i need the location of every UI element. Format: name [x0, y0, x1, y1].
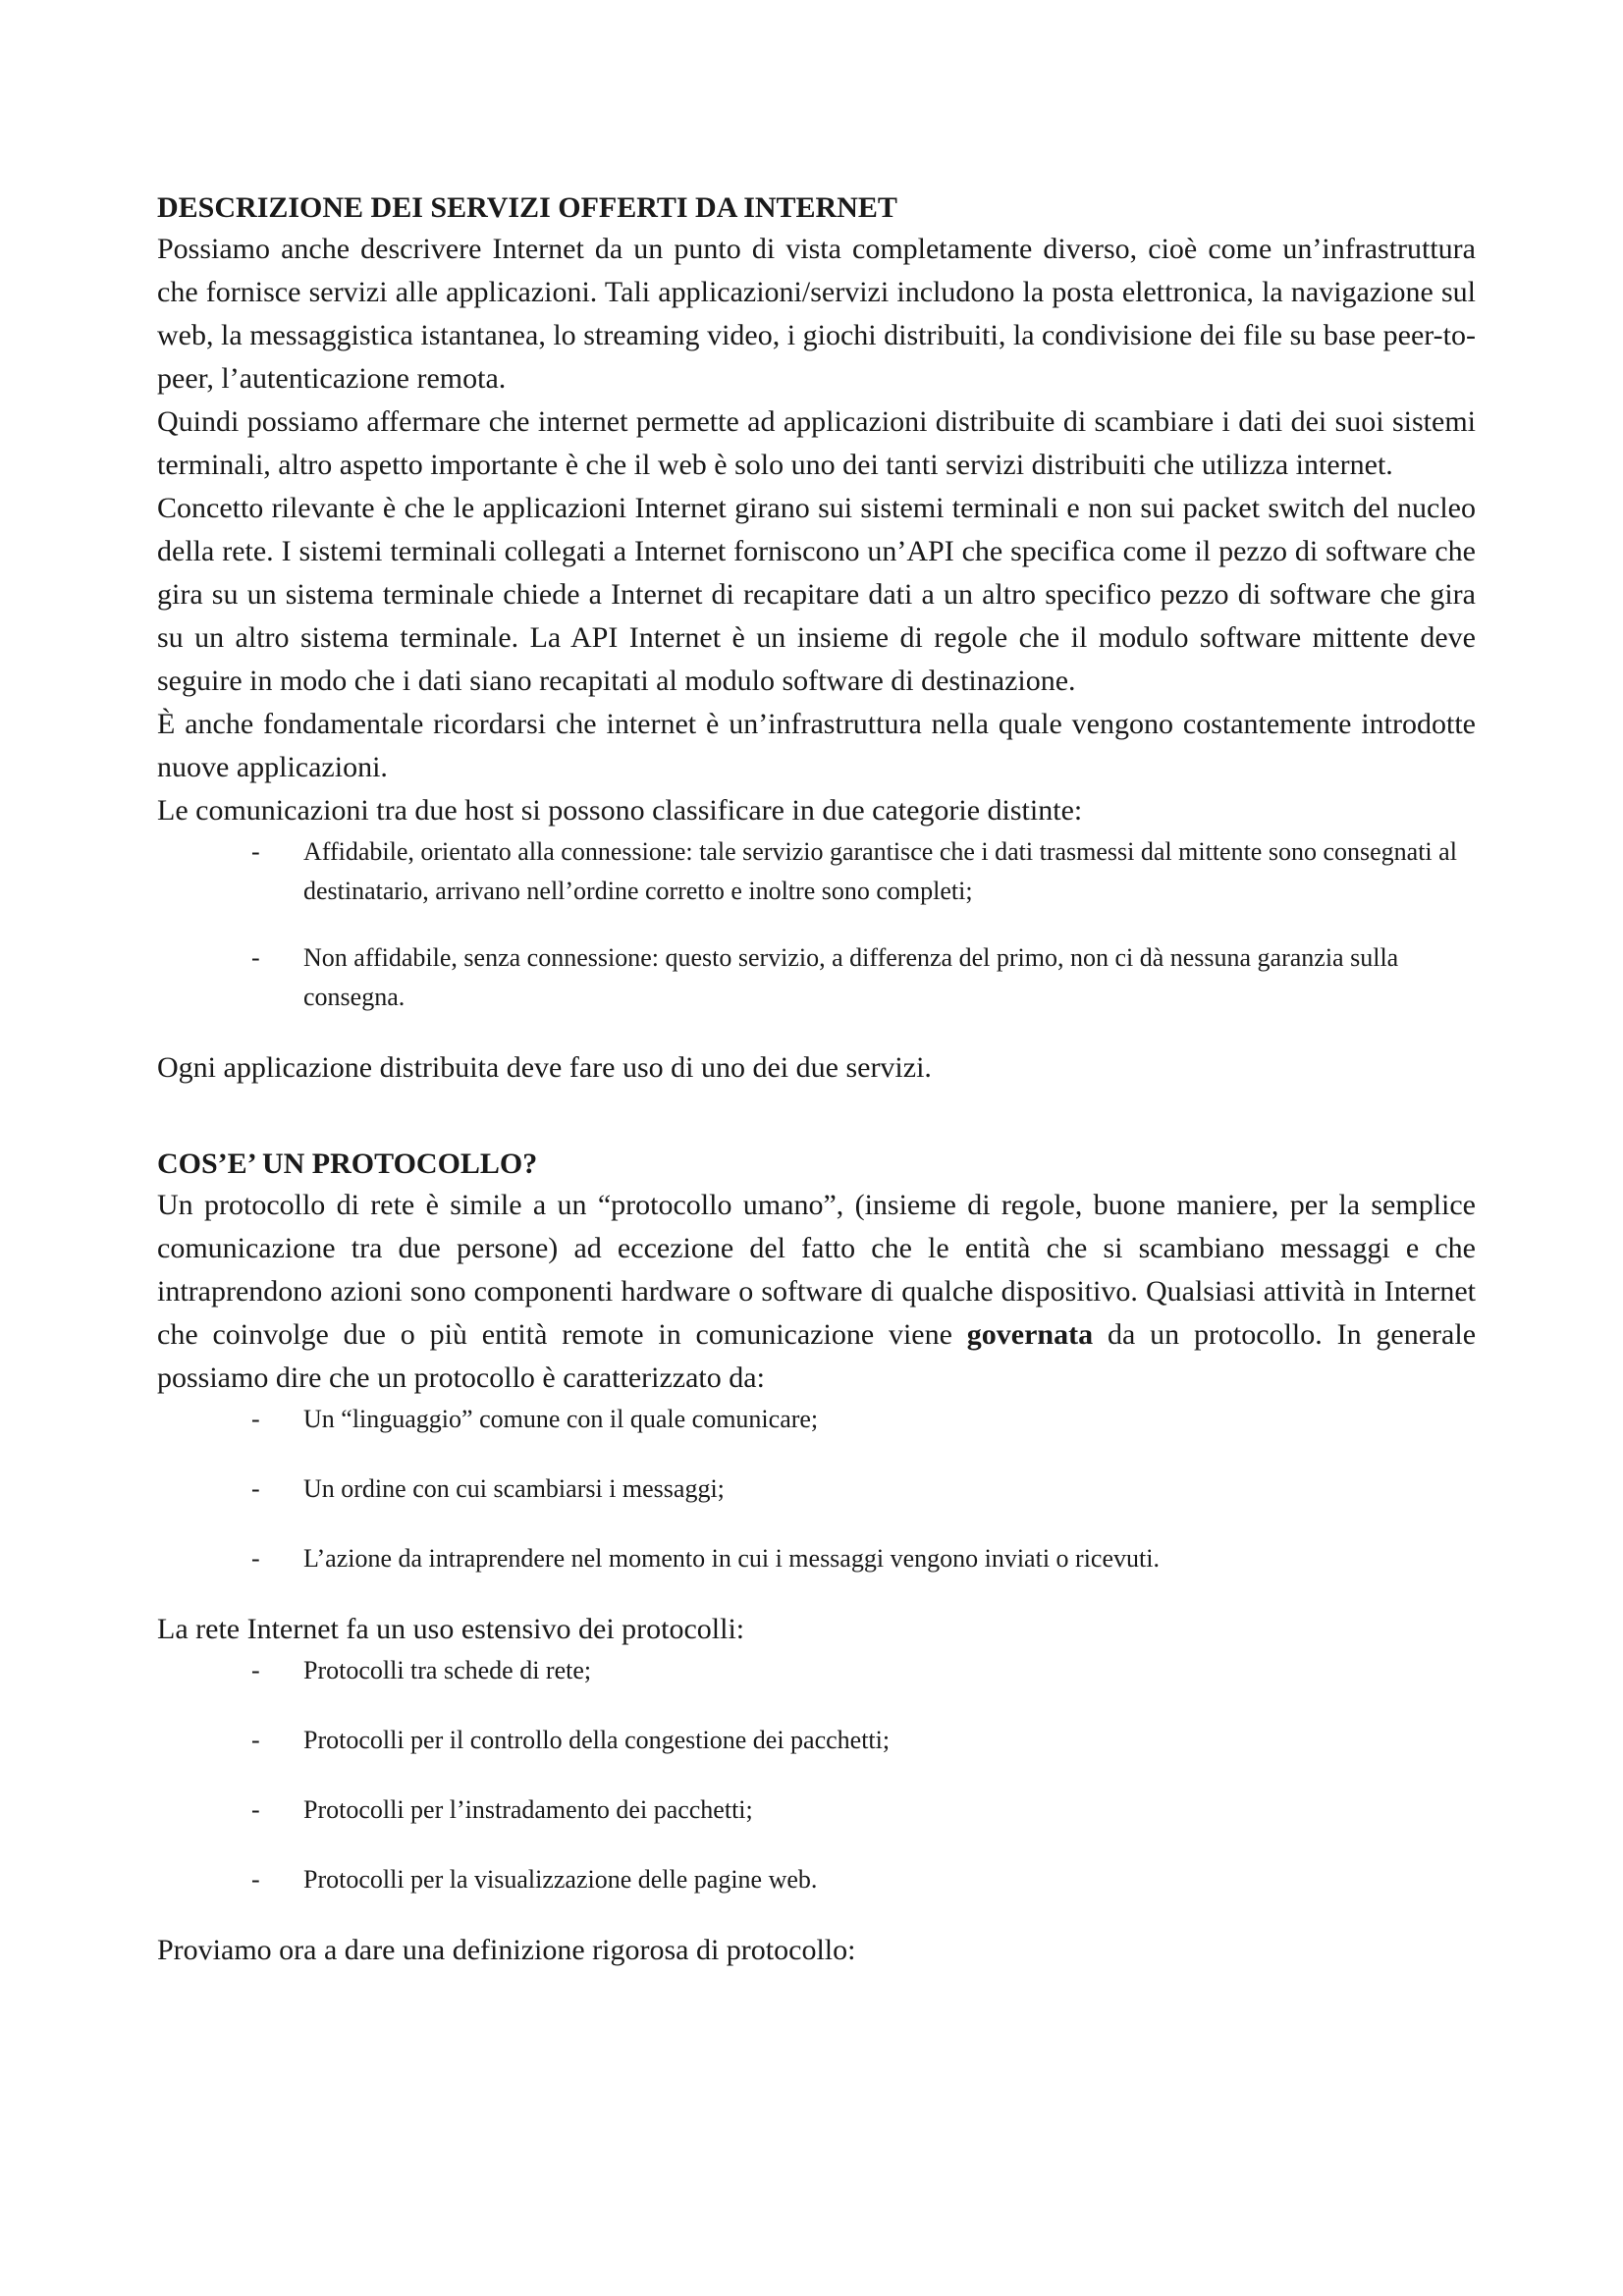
- list-item-text: Protocolli per il controllo della congestione dei pacchetti;: [303, 1726, 891, 1754]
- bold-term: governata: [966, 1318, 1094, 1351]
- list-item-text: Protocolli tra schede di rete;: [303, 1656, 592, 1684]
- list-item: [157, 1400, 1476, 1439]
- paragraph: Le comunicazioni tra due host si possono classificare in due categorie distinte:: [157, 794, 1083, 827]
- bullet-dash: -: [251, 1405, 260, 1433]
- bullet-dash: -: [251, 1474, 260, 1503]
- list-item-text: Un “linguaggio” comune con il quale comunicare;: [303, 1405, 819, 1433]
- document-page: [157, 188, 1476, 1972]
- bullet-dash: -: [251, 1795, 260, 1824]
- list-item: [157, 1721, 1476, 1760]
- list-item-text: Protocolli per l’instradamento dei pacchetti;: [303, 1795, 753, 1824]
- paragraph: Ogni applicazione distribuita deve fare uso di uno dei due servizi.: [157, 1051, 932, 1084]
- list-item-text: L’azione da intraprendere nel momento in cui i messaggi vengono inviati o ricevuti.: [303, 1544, 1160, 1573]
- section-title-protocollo: COS’E’ UN PROTOCOLLO?: [157, 1148, 538, 1180]
- bullet-dash: -: [251, 1544, 260, 1573]
- protocol-features-list: [157, 1400, 1476, 1578]
- bullet-dash: -: [251, 1865, 260, 1894]
- paragraph-text: Un protocollo di rete è simile a un “protocollo umano”, (insieme di regole, buone maniere, per la semplice comunicazione tra due persone) ad eccezione del fatto che le entità che si scambiano messaggi e che intraprendono azioni sono componenti hardware o software di qualche dispositivo. Qualsiasi attività in Internet che coinvolge due o più entità remote in comunicazione viene: [157, 1189, 1476, 1351]
- paragraph: La rete Internet fa un uso estensivo dei protocolli:: [157, 1613, 745, 1645]
- paragraph: [157, 1184, 1476, 1400]
- bullet-dash: -: [251, 1726, 260, 1754]
- bullet-dash: -: [251, 837, 260, 866]
- section-title-servizi: DESCRIZIONE DEI SERVIZI OFFERTI DA INTERNET: [157, 191, 897, 224]
- paragraph-text: da un protocollo. In generale possiamo dire che un protocollo è caratterizzato da:: [157, 1318, 1477, 1394]
- paragraph: Concetto rilevante è che le applicazioni Internet girano sui sistemi terminali e non sui packet switch del nucleo della rete. I sistemi terminali collegati a Internet forniscono un’API che specifica come il pezzo di software che gira su un sistema terminale chiede a Internet di recapitare dati a un altro specifico pezzo di software che gira su un altro sistema terminale. La API Internet è un insieme di regole che il modulo software mittente deve seguire in modo che i dati siano recapitati al modulo software di destinazione.: [157, 492, 1476, 697]
- paragraph: È anche fondamentale ricordarsi che internet è un’infrastruttura nella quale vengono costantemente introdotte nuove applicazioni.: [157, 708, 1476, 783]
- paragraph: Quindi possiamo affermare che internet permette ad applicazioni distribuite di scambiare i dati dei suoi sistemi terminali, altro aspetto importante è che il web è solo uno dei tanti servizi distribuiti che utilizza internet.: [157, 405, 1476, 481]
- list-item: [157, 1469, 1476, 1509]
- paragraph: Possiamo anche descrivere Internet da un punto di vista completamente diverso, cioè come un’infrastruttura che fornisce servizi alle applicazioni. Tali applicazioni/servizi includono la posta elettronica, la navigazione sul web, la messaggistica istantanea, lo streaming video, i giochi distribuiti, la condivisione dei file su base peer-to-peer, l’autenticazione remota.: [157, 233, 1476, 395]
- protocol-uses-list: [157, 1651, 1476, 1899]
- paragraph: Proviamo ora a dare una definizione rigorosa di protocollo:: [157, 1934, 856, 1966]
- list-item-text: Protocolli per la visualizzazione delle pagine web.: [303, 1865, 818, 1894]
- bullet-dash: -: [251, 1656, 260, 1684]
- bullet-dash: -: [251, 943, 260, 972]
- list-item-text: Un ordine con cui scambiarsi i messaggi;: [303, 1474, 725, 1503]
- list-item: [157, 1860, 1476, 1899]
- service-categories-list: [157, 832, 1476, 1017]
- list-item: [157, 938, 1476, 1017]
- list-item-text: Non affidabile, senza connessione: questo servizio, a differenza del primo, non ci dà nessuna garanzia sulla consegna.: [303, 943, 1399, 1011]
- list-item: [157, 1790, 1476, 1830]
- list-item: [157, 1651, 1476, 1690]
- list-item: [157, 1539, 1476, 1578]
- list-item-text: Affidabile, orientato alla connessione: tale servizio garantisce che i dati trasmessi dal mittente sono consegnati al destinatario, arrivano nell’ordine corretto e inoltre sono completi;: [303, 837, 1457, 905]
- list-item: [157, 832, 1476, 911]
